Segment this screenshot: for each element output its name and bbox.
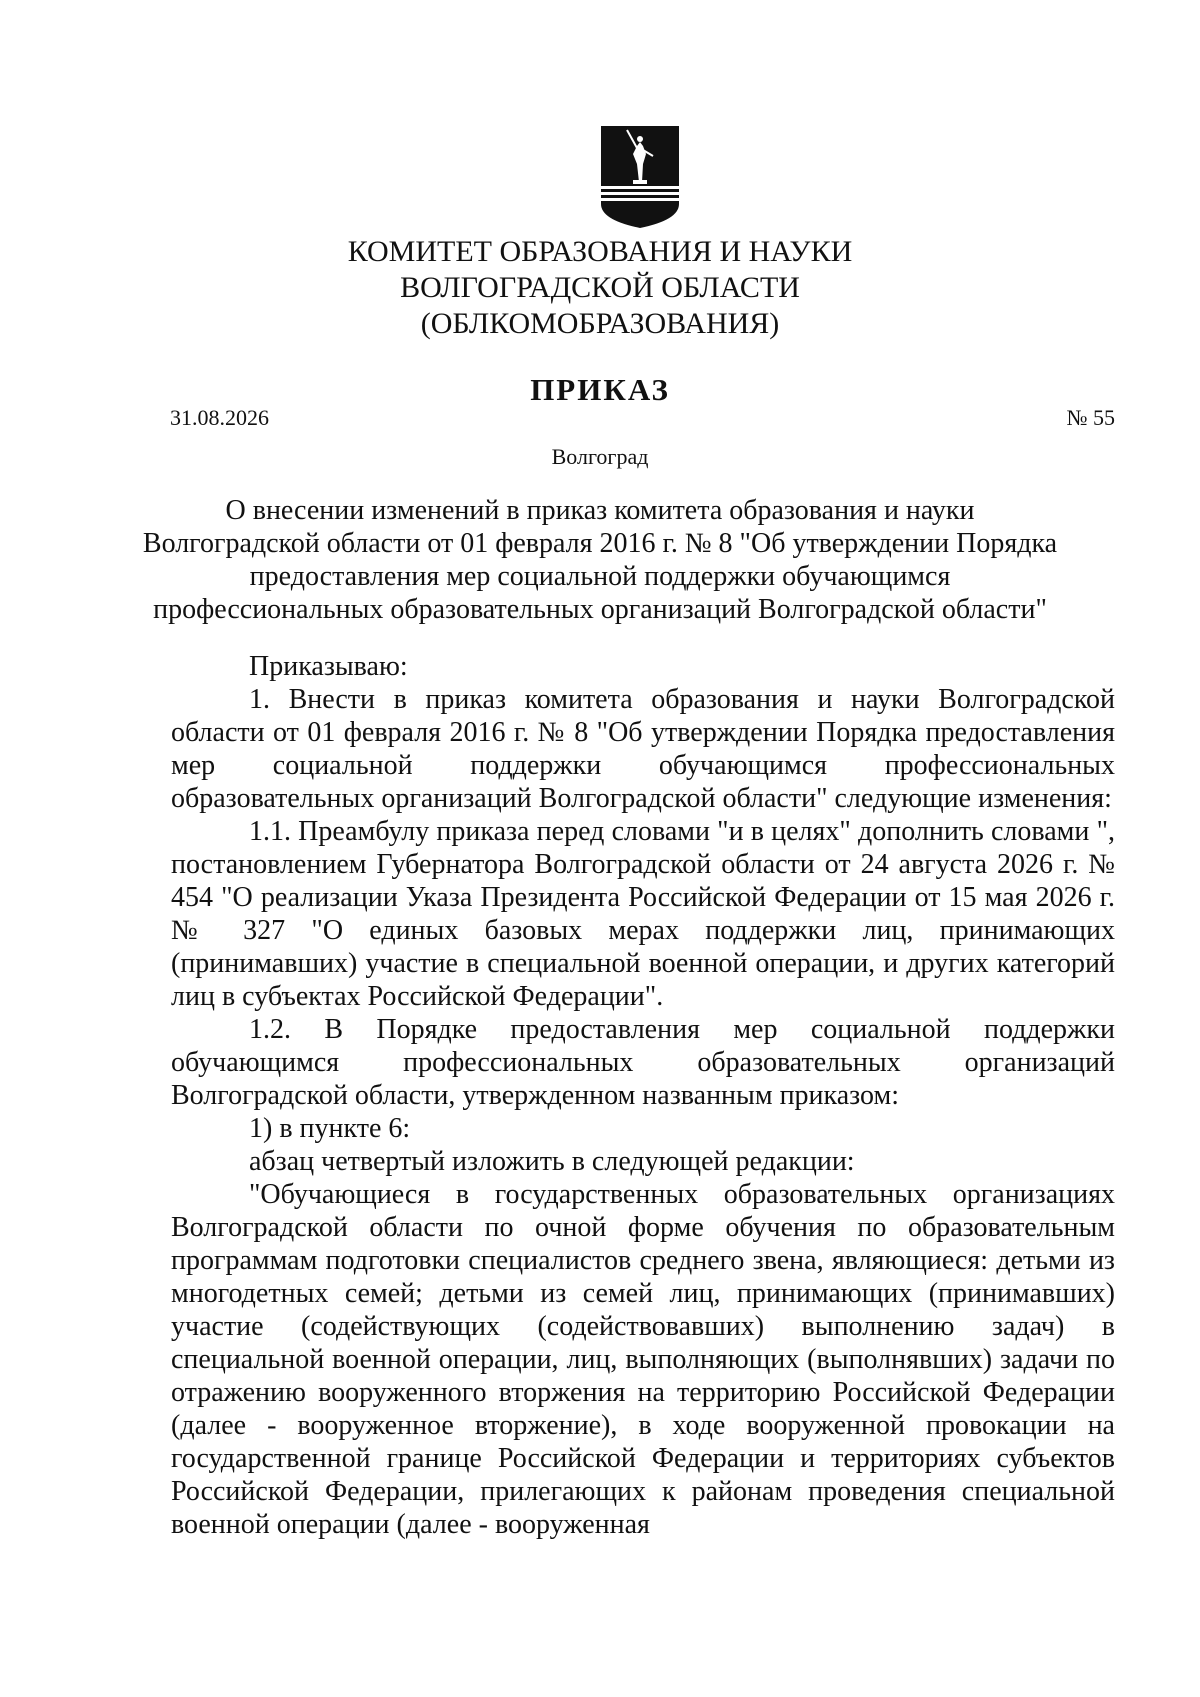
volgograd-emblem-icon: [599, 124, 681, 230]
body-paragraph-quote: "Обучающиеся в государственных образовательных организациях Волгоградской области по очной форме обучения по образовательным программам подготовки специалистов среднего звена, являющиеся: детьми из многодетных семей; детьми из семей лиц, принимающих (принимавших) участие (содействующих (содействовавших) выполнению задач) в специальной военной операции, лиц, выполняющих (выполнявших) задачи по отражению вооруженного вторжения на территорию Российской Федерации (далее - вооруженное вторжение), в ходе вооруженной провокации на государственной границе Российской Федерации и территориях субъектов Российской Федерации, прилегающих к районам проведения специальной военной операции (далее - вооруженная: [171, 1179, 1115, 1540]
organization-line-2: ВОЛГОГРАДСКОЙ ОБЛАСТИ: [400, 271, 800, 304]
organization-line-1: КОМИТЕТ ОБРАЗОВАНИЯ И НАУКИ: [347, 235, 853, 268]
order-number: № 55: [1066, 405, 1115, 430]
body-paragraph-1-1: 1.1. Преамбулу приказа перед словами "и в целях" дополнить словами ", постановлением Губернатора Волгоградской области от 24 августа 2026 г. № 454 "О реализации Указа Президента Российской Федерации от 15 мая 2026 г. № 327 "О единых базовых мерах поддержки лиц, принимающих (принимавших) участие в специальной военной операции, и других категорий лиц в субъектах Российской Федерации".: [171, 816, 1115, 1012]
body-paragraph-item-1: 1) в пункте 6:: [249, 1113, 411, 1144]
body-paragraph-order: Приказываю:: [249, 651, 408, 682]
subject-line-3: предоставления мер социальной поддержки обучающимся: [249, 561, 951, 592]
organization-name: [0, 234, 1200, 342]
document-type-title: ПРИКАЗ: [530, 372, 670, 407]
order-subject: [0, 494, 1200, 626]
order-date: 31.08.2026: [170, 405, 269, 430]
organization-line-3: (ОБЛКОМОБРАЗОВАНИЯ): [420, 307, 780, 340]
body-paragraph-abzac: абзац четвертый изложить в следующей редакции:: [249, 1146, 855, 1177]
subject-line-1: О внесении изменений в приказ комитета образования и науки: [225, 495, 975, 526]
subject-line-2: Волгоградской области от 01 февраля 2016 г. № 8 "Об утверждении Порядка: [142, 528, 1058, 559]
order-body: [171, 650, 1115, 1541]
order-city: Волгоград: [551, 444, 649, 469]
body-paragraph-1: 1. Внести в приказ комитета образования и науки Волгоградской области от 01 февраля 2016 г. № 8 "Об утверждении Порядка предоставления мер социальной поддержки обучающимся профессиональных образовательных организаций Волгоградской области" следующие изменения:: [171, 684, 1115, 814]
subject-line-4: профессиональных образовательных организаций Волгоградской области": [153, 594, 1047, 625]
body-paragraph-1-2: 1.2. В Порядке предоставления мер социальной поддержки обучающимся профессиональных образовательных организаций Волгоградской области, утвержденном названным приказом:: [171, 1014, 1115, 1111]
